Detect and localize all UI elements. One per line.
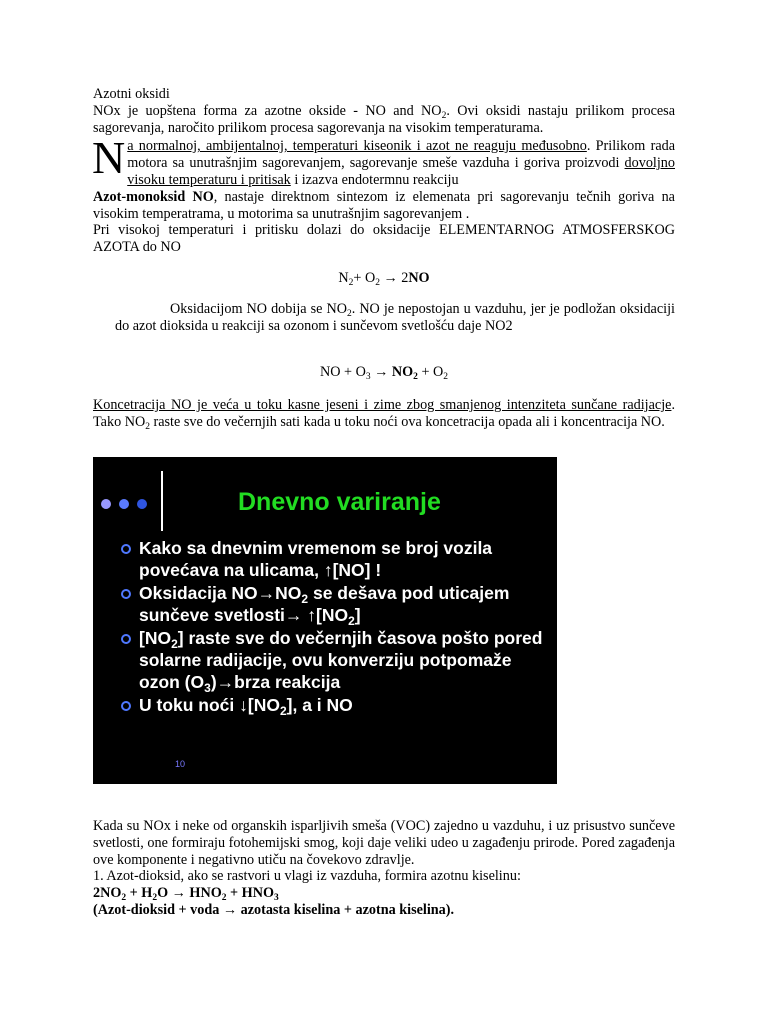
slide-title: Dnevno variranje bbox=[238, 488, 441, 516]
slide-bullet: Oksidacija $NO\to NO_2$ se dešava pod uticajem sunčeve svetlosti→ $↑[NO_2]$ bbox=[121, 582, 546, 626]
section-heading: Azotni oksidi bbox=[93, 86, 170, 102]
slide-image bbox=[93, 457, 557, 784]
bullet-icon bbox=[121, 589, 131, 599]
intro-text-2: . Ovi oksidi nastaju prilikom procesa sagorevanja, naročito prilikom procesa sagorevanja na visokim temperaturama. bbox=[93, 102, 675, 136]
slide-dots bbox=[101, 497, 155, 514]
list-item: 1. Azot-dioksid, ako se rastvori u vlagi iz vazduha, formira azotnu kiselinu: bbox=[93, 868, 521, 885]
dropcap-paragraph bbox=[92, 132, 676, 188]
intro-text-1: NOx je uopštena forma za azotne okside - NO and NO bbox=[93, 102, 442, 119]
slide-bullet-list bbox=[121, 537, 546, 717]
equation-n2-o2: $N_2+ O_2 \to 2NO$ bbox=[338, 269, 430, 288]
dot-icon bbox=[101, 499, 111, 509]
document-body bbox=[93, 86, 675, 431]
bold-term: Azot-monoksid NO bbox=[93, 188, 214, 205]
bullet-icon bbox=[121, 701, 131, 711]
bullet-icon bbox=[121, 544, 131, 554]
smog-paragraph: Kada su NOx i neke od organskih isparljivih smeša (VOC) zajedno u vazduhu, i uz prisustvo sunčeve svetlosti, one formiraju fotohemijski smog, koji daje veliki udeo u zagađenju prirode. Pored zagađenja ove komponente i negativno utiču na čovekovo zdravlje. bbox=[93, 818, 675, 868]
underlined-text: a normalnoj, ambijentalnoj, temperaturi kiseonik i azot ne reaguju međusobno bbox=[127, 138, 587, 155]
dot-icon bbox=[137, 499, 147, 509]
equation-description: (Azot-dioksid + voda → azotasta kiselina + azotna kiselina). bbox=[93, 901, 455, 918]
slide-number: 10 bbox=[175, 759, 186, 769]
paragraph-text: . Prilikom rada motora sa unutrašnjim sagorevanjem, sagorevanje smeše vazduha i goriva proizvodi bbox=[127, 138, 676, 172]
slide-bullet: Kako sa dnevnim vremenom se broj vozila povećava na ulicama, ↑[NO] ! bbox=[121, 537, 546, 581]
subscript: 2 bbox=[441, 110, 447, 121]
no-paragraph bbox=[93, 189, 675, 223]
document-body-continued bbox=[93, 818, 675, 919]
equation-no-o3: NO + $O_3 \to NO_2 + O_2$ bbox=[320, 364, 448, 383]
paragraph-text: i izazva endotermnu reakciju bbox=[290, 171, 459, 188]
underlined-text: dovoljno visoku temperaturu i pritisak bbox=[127, 155, 675, 188]
dropcap-letter: N bbox=[92, 132, 126, 184]
slide-bullet: U toku noći $↓[NO_2]$, a i NO bbox=[121, 694, 546, 716]
dot-icon bbox=[119, 499, 129, 509]
concentration-paragraph: Koncetracija NO je veća u toku kasne jeseni i zime zbog smanjenog intenziteta sunčane radijacje. Tako $NO_2$ raste sve do večernjih sati kada u toku noći ova koncetracija opada ali i koncentracija NO. bbox=[93, 397, 675, 432]
paragraph-text: , nastaje direktnom sintezom iz elemenata pri sagorevanju tečnih goriva na visokim temperatrama, u motorima sa unutrašnjim sagorevanjem . bbox=[93, 188, 675, 222]
oxidation-no-paragraph: Oksidacijom NO dobija se $NO_2$. NO je nepostojan u vazduhu, jer je podložan oksidaciji do azot dioksida u reakciji sa ozonom i sunčevom svetlošću daje NO2 bbox=[115, 300, 675, 334]
bullet-icon bbox=[121, 634, 131, 644]
intro-paragraph bbox=[93, 103, 675, 137]
slide-divider bbox=[161, 471, 163, 531]
equation-no2-h2o: $2NO_2 + H_2O \to HNO_2 + HNO_3$ bbox=[93, 885, 279, 904]
slide-bullet: $[NO_2]$ raste sve do večernjih časova pošto pored solarne radijacije, ovu konverziju potpomaže ozon $(O_3)\to brza$ reakcija bbox=[121, 627, 546, 693]
oxidation-paragraph: Pri visokoj temperaturi i pritisku dolazi do oksidacije ELEMENTARNOG ATMOSFERSKOG AZOTA do NO bbox=[93, 222, 675, 256]
